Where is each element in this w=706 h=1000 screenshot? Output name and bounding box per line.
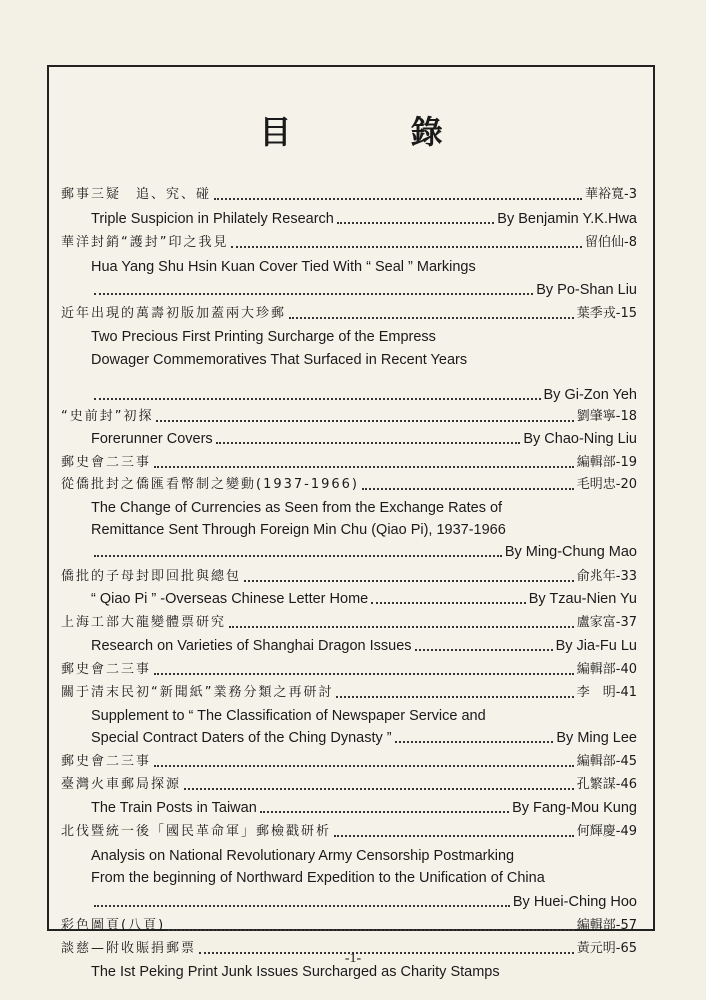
- toc-subentry[interactable]: [91, 426, 637, 448]
- dot-leader: [184, 778, 574, 790]
- dot-leader: [334, 825, 574, 837]
- entry-title-en: Two Precious First Printing Surcharge of the Empress: [91, 329, 436, 345]
- page-number: -1-: [344, 951, 362, 966]
- entry-title-zh: 北伐暨統一後「國民革命軍」郵檢戳研析: [61, 824, 332, 839]
- entry-title-en: Supplement to “ The Classification of Newspaper Service and: [91, 708, 486, 724]
- dot-leader: [337, 212, 494, 224]
- entry-title-zh: 郵史會二三事: [61, 662, 152, 677]
- entry-author-en: By Huei-Ching Hoo: [512, 894, 637, 910]
- entry-author: 華裕寬-: [585, 187, 629, 202]
- contents-frame: [47, 65, 655, 980]
- dot-leader: [168, 919, 574, 931]
- entry-title-en: Triple Suspicion in Philately Research: [91, 211, 334, 227]
- dot-leader: [214, 188, 582, 200]
- entry-page: 65: [620, 941, 637, 956]
- entry-author: 葉季戎-: [576, 306, 621, 321]
- entry-author-en: By Tzau-Nien Yu: [528, 591, 637, 607]
- entry-author: 編輯部-: [576, 754, 621, 769]
- dot-leader: [362, 478, 574, 490]
- entry-author: 盧家富-: [576, 615, 621, 630]
- toc-entry[interactable]: [61, 182, 637, 204]
- dot-leader: [156, 410, 573, 422]
- dot-leader: [371, 592, 526, 604]
- entry-author: 編輯部-: [576, 662, 621, 677]
- entry-title-zh: 從僑批封之僑匯看幣制之變動(1937-1966): [61, 477, 360, 492]
- entry-page: 33: [620, 569, 637, 584]
- dot-leader: [94, 283, 533, 295]
- entry-title-en: Dowager Commemoratives That Surfaced in Recent Years: [91, 352, 468, 368]
- entry-page: 3: [628, 187, 637, 202]
- page-title: 目 錄: [259, 113, 497, 151]
- entry-author-en: By Gi-Zon Yeh: [543, 387, 637, 403]
- entry-page: 41: [620, 685, 637, 700]
- entry-author: 孔繁謀-: [576, 777, 621, 792]
- entry-title-zh: 華洋封銷“護封”印之我見: [61, 235, 229, 250]
- toc-subentry[interactable]: [91, 843, 637, 865]
- toc-subentry[interactable]: [91, 865, 637, 887]
- toc-entry[interactable]: [61, 913, 637, 935]
- entry-page: 49: [620, 824, 637, 839]
- entry-author: 何輝慶-: [576, 824, 621, 839]
- toc-entry[interactable]: [61, 772, 637, 794]
- toc-entry[interactable]: [61, 564, 637, 586]
- entry-page: 40: [620, 662, 637, 677]
- entry-author: 留伯仙-: [585, 235, 629, 250]
- toc-entry[interactable]: [61, 404, 637, 426]
- dot-leader: [94, 545, 502, 557]
- toc-subentry[interactable]: [91, 495, 637, 517]
- entry-page: 20: [620, 477, 637, 492]
- toc-entry[interactable]: [61, 749, 637, 771]
- entry-title-en: From the beginning of Northward Expedition to the Unification of China: [91, 870, 545, 886]
- entry-author-en: By Chao-Ning Liu: [523, 431, 637, 447]
- entry-author-en: By Ming-Chung Mao: [504, 544, 637, 560]
- entry-page: 19: [620, 455, 637, 470]
- entry-title-en: The Train Posts in Taiwan: [91, 800, 257, 816]
- toc-subentry[interactable]: [91, 206, 637, 228]
- toc-subentry[interactable]: [91, 539, 637, 561]
- toc-subentry[interactable]: [91, 324, 637, 346]
- dot-leader: [216, 432, 521, 444]
- entry-title-en: The Ist Peking Print Junk Issues Surcharged as Charity Stamps: [91, 964, 500, 980]
- toc-subentry[interactable]: [91, 517, 637, 539]
- toc-subentry[interactable]: [91, 725, 637, 747]
- dot-leader: [94, 895, 510, 907]
- toc-entry[interactable]: [61, 819, 637, 841]
- entry-title-zh: 郵事三疑 追、究、碰: [61, 187, 212, 202]
- dot-leader: [154, 456, 574, 468]
- entry-author: 黃元明-: [576, 941, 621, 956]
- toc-subentry[interactable]: [91, 795, 637, 817]
- toc-subentry[interactable]: [91, 703, 637, 725]
- entry-title-en: Forerunner Covers: [91, 431, 213, 447]
- dot-leader: [154, 663, 574, 675]
- entry-page: 15: [620, 306, 637, 321]
- entry-title-zh: 僑批的子母封即回批與總包: [61, 569, 242, 584]
- entry-author: 劉肇寧-: [576, 409, 621, 424]
- toc-subentry[interactable]: [91, 889, 637, 911]
- entry-page: 8: [628, 235, 637, 250]
- entry-title-en: Remittance Sent Through Foreign Min Chu (Qiao Pi), 1937-1966: [91, 522, 506, 538]
- toc-entry[interactable]: [61, 680, 637, 702]
- toc-entry[interactable]: [61, 472, 637, 494]
- toc-subentry[interactable]: [91, 586, 637, 608]
- entry-author: 編輯部-: [576, 918, 621, 933]
- entry-author: 毛明忠-: [576, 477, 621, 492]
- dot-leader: [94, 388, 541, 400]
- toc-subentry[interactable]: [91, 347, 637, 369]
- toc-subentry[interactable]: [91, 277, 637, 299]
- entry-title-en: Research on Varieties of Shanghai Dragon Issues: [91, 638, 412, 654]
- entry-title-en: Special Contract Daters of the Ching Dynasty ”: [91, 730, 392, 746]
- entry-page: 57: [620, 918, 637, 933]
- entry-title-zh: 臺灣火車郵局探源: [61, 777, 182, 792]
- entry-title-en: Analysis on National Revolutionary Army Censorship Postmarking: [91, 848, 515, 864]
- toc-subentry[interactable]: [91, 254, 637, 276]
- entry-author: 俞兆年-: [576, 569, 621, 584]
- entry-title-zh: “史前封”初探: [61, 409, 154, 424]
- entry-author: 編輯部-: [576, 455, 621, 470]
- entry-title-zh: 郵史會二三事: [61, 455, 152, 470]
- dot-leader: [260, 801, 509, 813]
- entry-author-en: By Ming Lee: [556, 730, 637, 746]
- entry-page: 37: [620, 615, 637, 630]
- dot-leader: [395, 731, 554, 743]
- entry-title-en: The Change of Currencies as Seen from the Exchange Rates of: [91, 500, 503, 516]
- entry-title-zh: 彩色圖頁(八頁): [61, 918, 166, 933]
- dot-leader: [336, 686, 573, 698]
- entry-author-en: By Jia-Fu Lu: [555, 638, 637, 654]
- dot-leader: [231, 236, 582, 248]
- toc-entry[interactable]: [61, 610, 637, 632]
- toc-entry[interactable]: [61, 230, 637, 252]
- entry-title-zh: 近年出現的萬壽初版加蓋兩大珍郵: [61, 306, 287, 321]
- toc-entry[interactable]: [61, 450, 637, 472]
- dot-leader: [244, 570, 574, 582]
- entry-author-en: By Benjamin Y.K.Hwa: [497, 211, 637, 227]
- entry-title-zh: 郵史會二三事: [61, 754, 152, 769]
- entry-page: 46: [620, 777, 637, 792]
- dot-leader: [289, 307, 574, 319]
- entry-title-zh: 談慈—附收賑捐郵票: [61, 941, 197, 956]
- toc-entry[interactable]: [61, 657, 637, 679]
- dot-leader: [415, 639, 553, 651]
- toc-subentry[interactable]: [91, 633, 637, 655]
- entry-author: 李 明-: [576, 685, 621, 700]
- entry-title-zh: 關于清末民初“新聞紙”業務分類之再研討: [61, 685, 334, 700]
- dot-leader: [154, 755, 574, 767]
- entry-page: 18: [620, 409, 637, 424]
- entry-title-zh: 上海工部大龍變體票研究: [61, 615, 227, 630]
- entry-title-en: “ Qiao Pi ” -Overseas Chinese Letter Home: [91, 591, 369, 607]
- toc-subentry[interactable]: [91, 382, 637, 404]
- entry-page: 45: [620, 754, 637, 769]
- entry-author-en: By Po-Shan Liu: [536, 282, 637, 298]
- toc-entry[interactable]: [61, 301, 637, 323]
- entry-title-en: Hua Yang Shu Hsin Kuan Cover Tied With “ Seal ” Markings: [91, 259, 476, 275]
- entry-author-en: By Fang-Mou Kung: [512, 800, 637, 816]
- dot-leader: [229, 616, 574, 628]
